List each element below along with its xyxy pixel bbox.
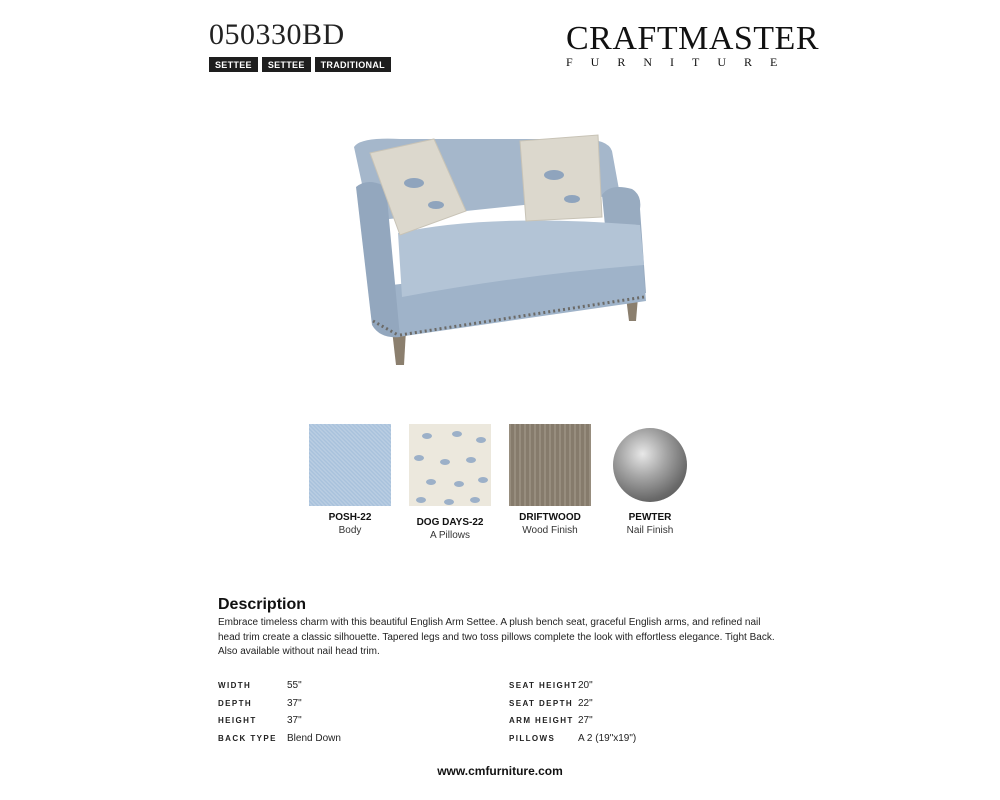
tag-category: SETTEE [209,57,258,72]
swatch-wood-finish-name: DRIFTWOOD [519,512,581,523]
swatch-wood-finish [509,424,591,538]
swatch-nail-finish-sub: Nail Finish [626,525,674,536]
spec-label: DEPTH [218,698,253,708]
spec-value: Blend Down [287,732,341,744]
spec-back-type [218,731,341,745]
spec-label: WIDTH [218,680,252,690]
swatch-nail-finish [609,424,691,538]
brand-logo [566,20,819,69]
swatch-body-fabric [309,424,391,538]
spec-seat-height [509,678,593,692]
description-text: Embrace timeless charm with this beautiful English Arm Settee. A plush bench seat, graceful English arms, and refined nail head trim create a classic silhouette. Tapered legs and two toss pillows complete the look with effortless elegance. Tight Back. Also available without nail head trim. [218,617,775,657]
product-sku: 050330BD [209,18,345,51]
spec-value: 55" [287,679,302,691]
spec-value: 37" [287,714,302,726]
spec-label: PILLOWS [509,733,556,743]
swatch-nail-finish-name: PEWTER [628,512,672,523]
tag-type: SETTEE [262,57,311,72]
spec-value: 22" [578,697,593,709]
product-image [340,125,660,375]
swatch-body-fabric-sub: Body [338,525,362,536]
swatch-wood-finish-sub: Wood Finish [522,525,578,536]
spec-value: 37" [287,697,302,709]
spec-height [218,713,302,727]
swatch-pillow-fabric [409,424,491,543]
nail-head-icon [613,428,687,502]
spec-label: SEAT DEPTH [509,698,574,708]
swatch-pillow-fabric-image [409,424,491,506]
spec-label: HEIGHT [218,715,257,725]
spec-value: 20" [578,679,593,691]
swatch-pillow-fabric-sub: A Pillows [429,530,470,541]
brand-logo-main: CRAFTMASTER [566,20,819,57]
swatch-body-fabric-image [309,424,391,506]
spec-value: 27" [578,714,593,726]
swatch-body-fabric-name: POSH-22 [328,512,372,523]
tag-list [209,57,391,72]
spec-value: A 2 (19"x19") [578,732,637,744]
tag-style: TRADITIONAL [315,57,391,72]
swatch-pillow-fabric-name: DOG DAYS-22 [416,517,484,528]
spec-label: ARM HEIGHT [509,715,574,725]
spec-label: BACK TYPE [218,733,277,743]
spec-arm-height [509,713,593,727]
spec-seat-depth [509,696,593,710]
swatch-wood-finish-image [509,424,591,506]
spec-width [218,678,302,692]
swatch-nail-finish-image [609,424,691,506]
description-heading: Description [218,596,307,613]
spec-depth [218,696,302,710]
brand-logo-sub: FURNITURE [566,55,796,69]
website-link[interactable]: www.cmfurniture.com [437,764,563,778]
spec-pillows [509,731,636,745]
spec-label: SEAT HEIGHT [509,680,578,690]
